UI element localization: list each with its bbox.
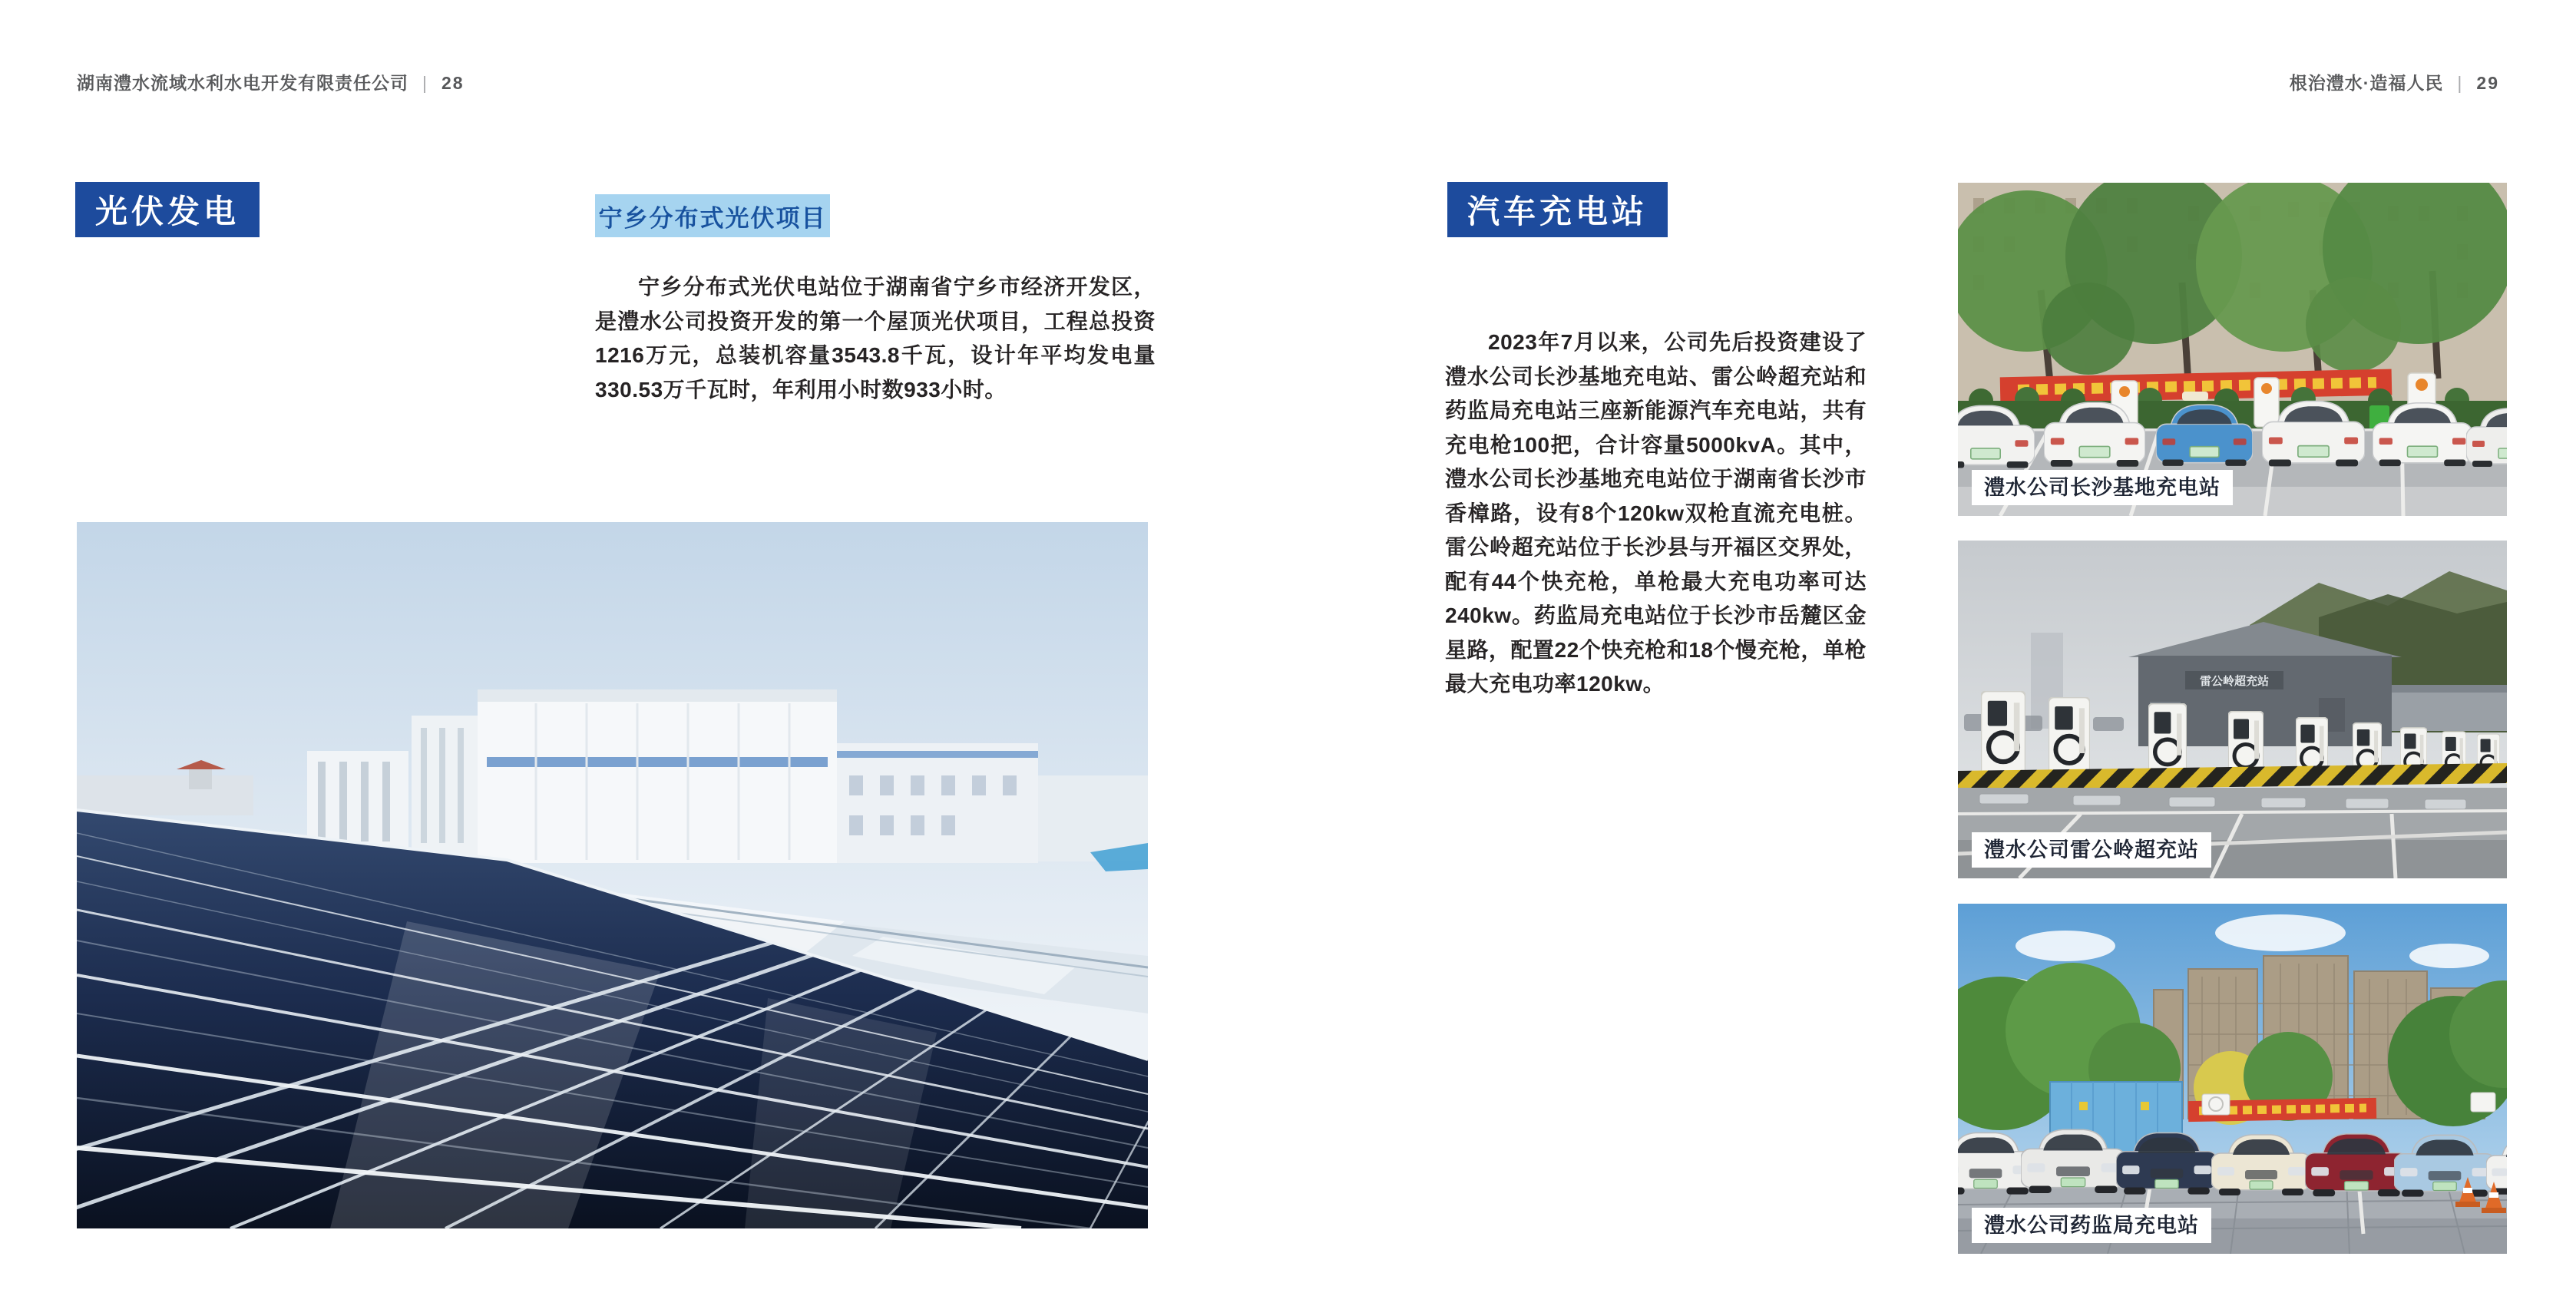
yaojianju-illustration bbox=[1958, 904, 2507, 1254]
project-tag-text: 宁乡分布式光伏项目 bbox=[598, 204, 827, 232]
changsha-base-illustration bbox=[1958, 183, 2507, 516]
photo-caption: 澧水公司药监局充电站 bbox=[1972, 1208, 2211, 1243]
section-title-text: 光伏发电 bbox=[95, 193, 240, 230]
section-title-photovoltaic bbox=[75, 182, 260, 237]
header-divider: | bbox=[2457, 73, 2463, 93]
photo-changsha-base-station bbox=[1958, 183, 2507, 516]
pv-project-paragraph: 宁乡分布式光伏电站位于湖南省宁乡市经济开发区，是澧水公司投资开发的第一个屋顶光伏项目，工程总投资1216万元，总装机容量3543.8千瓦，设计年平均发电量330.53万千瓦时，年利用小时数933小时。 bbox=[595, 275, 1156, 402]
section-title-text: 汽车充电站 bbox=[1467, 193, 1648, 230]
photo-caption: 澧水公司长沙基地充电站 bbox=[1972, 470, 2233, 505]
section-title-ev-charging bbox=[1447, 182, 1668, 237]
photo-leigongling-station bbox=[1958, 541, 2507, 878]
page-number-29: 29 bbox=[2476, 73, 2499, 93]
page-number-28: 28 bbox=[441, 73, 465, 93]
rooftop-solar-illustration bbox=[77, 522, 1148, 1228]
header-divider: | bbox=[422, 73, 428, 93]
ev-charging-paragraph: 2023年7月以来，公司先后投资建设了澧水公司长沙基地充电站、雷公岭超充站和药监局充电站三座新能源汽车充电站，共有充电枪100把，合计容量5000kvA。其中，澧水公司长沙基地充电站位于湖南省长沙市香樟路，设有8个120kw双枪直流充电桩。雷公岭超充站位于长沙县与开福区交界处，配有44个快充枪，单枪最大充电功率可达240kw。药监局充电站位于长沙市岳麓区金星路，配置22个快充枪和18个慢充枪，单枪最大充电功率120kw。 bbox=[1445, 330, 1867, 696]
company-name: 湖南澧水流域水利水电开发有限责任公司 bbox=[77, 73, 408, 93]
project-tag-ningxiang bbox=[595, 194, 830, 237]
photo-yaojianju-station bbox=[1958, 904, 2507, 1254]
photo-rooftop-solar bbox=[77, 522, 1148, 1228]
leigongling-illustration bbox=[1958, 541, 2507, 878]
right-running-header bbox=[2290, 71, 2499, 95]
station-sign-text: 雷公岭超充站 bbox=[2199, 675, 2270, 688]
left-running-header bbox=[77, 71, 465, 95]
photo-caption: 澧水公司雷公岭超充站 bbox=[1972, 832, 2211, 868]
slogan: 根治澧水·造福人民 bbox=[2289, 73, 2444, 93]
